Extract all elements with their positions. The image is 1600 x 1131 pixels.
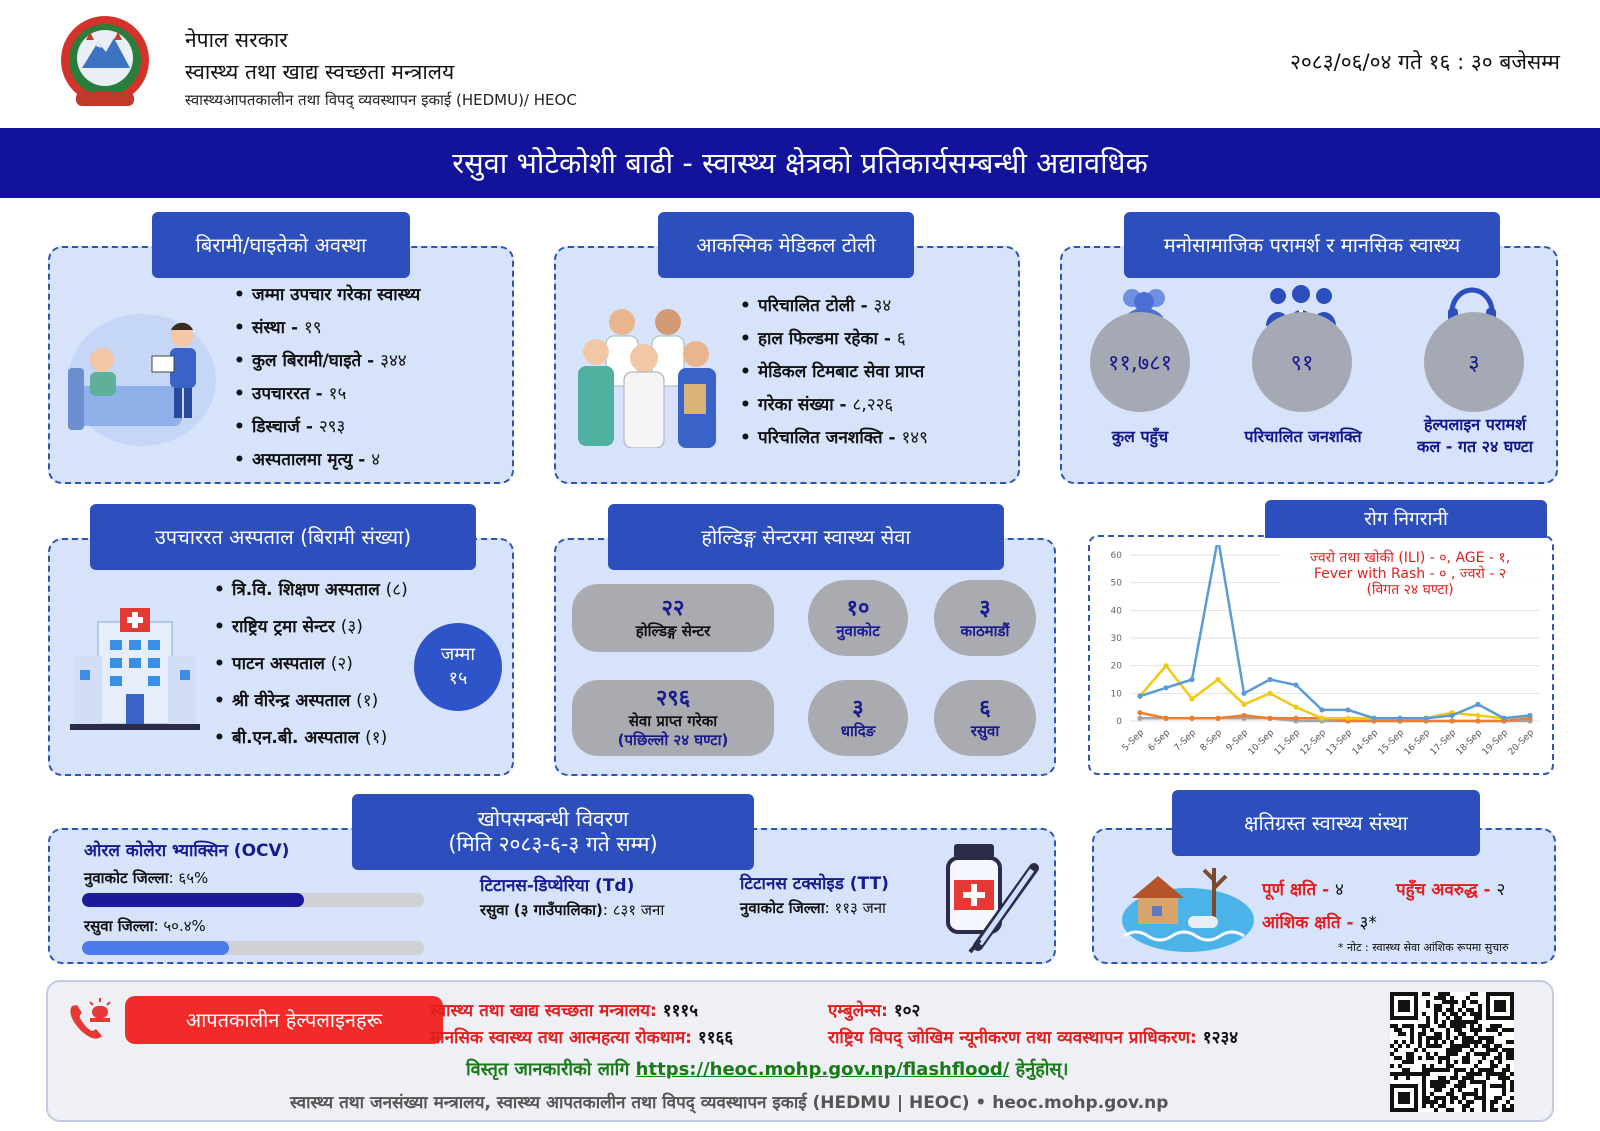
list-item: • बी.एन.बी. अस्पताल (१) [214,720,484,757]
list-item: • अस्पतालमा मृत्यु - ४ [234,444,504,477]
helpline-calls-label: हेल्पलाइन परामर्श कल - गत २४ घण्टा [1417,415,1533,456]
list-item: • उपचाररत - १५ [234,378,504,411]
damage-note: * नोट : स्वास्थ्य सेवा आंशिक रूपमा सुचारु [1338,941,1509,954]
x-tick-label: 17-Sep [1428,728,1459,758]
td-value: रसुवा (३ गाउँपालिका): ८३१ जना [480,901,665,919]
patients-title: बिरामी/घाइतेको अवस्था [152,212,410,278]
district-pill-kathmandu: ३ काठमाडौं [934,580,1036,656]
hospitals-title: उपचाररत अस्पताल (बिरामी संख्या) [90,504,476,570]
data-point [1163,716,1168,721]
data-point [1137,694,1142,699]
list-item: • त्रि.वि. शिक्षण अस्पताल (८) [214,572,484,609]
list-item: • परिचालित जनशक्ति - १४९ [740,422,1010,455]
info-line: विस्तृत जानकारीको लागि https://heoc.mohp.gov.np/flashflood/ हेर्नुहोस्। [466,1059,1069,1080]
x-tick-label: 13-Sep [1324,728,1355,758]
list-item: • डिस्चार्ज - २९३ [234,411,504,444]
y-tick-label: 40 [1110,606,1122,617]
district-pill-nuwakot: १० नुवाकोट [808,580,908,656]
x-tick-label: 19-Sep [1480,728,1511,758]
medteam-title: आकस्मिक मेडिकल टोली [658,212,914,278]
data-point [1397,716,1402,721]
ocv-nuwakot-label: नुवाकोट जिल्ला: ६५% [84,869,209,887]
data-point [1319,707,1324,712]
government-title: नेपाल सरकार [185,28,288,52]
x-tick-label: 18-Sep [1454,728,1485,758]
data-point [1475,718,1480,723]
ocv-title: ओरल कोलेरा भ्याक्सिन (OCV) [84,841,290,861]
holding-served-pill: २९६ सेवा प्राप्त गरेका (पछिल्लो २४ घण्टा) [572,680,774,756]
list-item: • राष्ट्रिय ट्रमा सेन्टर (३) [214,609,484,646]
hospital-building-icon [70,608,200,732]
data-point [1293,682,1298,687]
surveillance-note: ज्वरो तथा खोकी (ILI) - ०, AGE - १, Fever with Rash - ० , ज्वरो - २ (विगत २४ घण्टा) [1280,550,1540,598]
medical-team-illustration-icon [572,300,724,448]
damage-full: पूर्ण क्षति - ४ [1262,880,1344,900]
data-point [1215,716,1220,721]
ministry-title: स्वास्थ्य तथा खाद्य स्वच्छता मन्त्रालय [185,60,455,84]
mental-title: मनोसामाजिक परामर्श र मानसिक स्वास्थ्य [1124,212,1500,278]
x-tick-label: 8-Sep [1198,728,1225,754]
helpline-ministry: स्वास्थ्य तथा खाद्य स्वच्छता मन्त्रालय: १११५ [430,1001,699,1021]
data-point [1241,713,1246,718]
damage-partial: आंशिक क्षति - ३* [1262,913,1377,933]
data-point [1449,718,1454,723]
data-point [1345,707,1350,712]
list-item: • मेडिकल टिमबाट सेवा प्राप्त [740,356,1010,389]
y-tick-label: 50 [1110,578,1122,589]
vaccine-title: खोपसम्बन्धी विवरण (मिति २०८३-६-३ गते सम्म) [352,794,754,870]
nepal-emblem-icon [46,12,164,112]
list-item: • जम्मा उपचार गरेका स्वास्थ्य [234,279,504,312]
data-point [1371,716,1376,721]
list-item: • हाल फिल्डमा रहेका - ६ [740,323,1010,356]
list-item: • पाटन अस्पताल (२) [214,646,484,683]
patients-list [234,279,504,477]
data-point [1215,677,1220,682]
data-point [1423,716,1428,721]
list-item: • गरेका संख्या - ८,२२६ [740,389,1010,422]
emergency-helplines-button[interactable]: आपतकालीन हेल्पलाइनहरू [125,996,443,1044]
patient-bed-illustration-icon [60,308,220,450]
mental-reach-label: कुल पहुँच [1111,427,1169,446]
mental-staff-value: ९१ [1252,312,1352,412]
flashflood-link[interactable]: https://heoc.mohp.gov.np/flashflood/ [635,1059,1010,1080]
data-point [1267,691,1272,696]
x-tick-label: 20-Sep [1506,728,1537,758]
data-point [1189,677,1194,682]
x-tick-label: 9-Sep [1224,728,1251,754]
tt-title: टिटानस टक्सोइड (TT) [740,874,889,894]
data-point [1475,713,1480,718]
data-point [1501,716,1506,721]
district-pill-rasuwa: ६ रसुवा [934,680,1036,756]
main-banner: रसुवा भोटेकोशी बाढी - स्वास्थ्य क्षेत्रको प्रतिकार्यसम्बन्धी अद्यावधिक [0,128,1600,198]
y-tick-label: 60 [1110,551,1122,561]
data-point [1293,716,1298,721]
holding-centers-pill: २२ होल्डिङ्ग सेन्टर [572,584,774,652]
data-point [1475,702,1480,707]
vaccine-vial-syringe-icon [940,840,1040,954]
tt-value: नुवाकोट जिल्ला: ११३ जना [740,899,886,917]
damage-blocked: पहुँच अवरुद्ध - २ [1396,880,1506,900]
x-tick-label: 14-Sep [1350,728,1381,758]
helpline-calls-value: ३ [1424,312,1524,412]
data-point [1189,696,1194,701]
qr-code-icon[interactable] [1390,992,1514,1112]
data-point [1241,702,1246,707]
data-point [1293,705,1298,710]
ocv-nuwakot-progress [82,893,424,907]
header [0,0,1600,126]
list-item: • श्री वीरेन्द्र अस्पताल (१) [214,683,484,720]
data-point [1449,713,1454,718]
y-tick-label: 20 [1110,661,1122,672]
x-tick-label: 12-Sep [1298,728,1329,758]
data-point [1267,716,1272,721]
surveillance-title: रोग निगरानी [1265,500,1547,538]
y-tick-label: 10 [1110,689,1122,700]
medteam-list [740,290,1010,455]
hospitals-total-badge: जम्मा १५ [414,623,502,711]
data-point [1345,716,1350,721]
data-point [1319,716,1324,721]
list-item: • कुल बिरामी/घाइते - ३४४ [234,345,504,378]
x-tick-label: 10-Sep [1246,728,1277,758]
y-tick-label: 30 [1110,634,1122,644]
damaged-title: क्षतिग्रस्त स्वास्थ्य संस्था [1172,790,1480,856]
ocv-rasuwa-progress [82,941,424,955]
x-tick-label: 5-Sep [1120,728,1147,754]
ocv-rasuwa-label: रसुवा जिल्ला: ५०.४% [84,917,206,935]
mental-reach-value: ११,७८१ [1090,312,1190,412]
data-point [1267,677,1272,682]
x-tick-label: 6-Sep [1146,728,1173,754]
data-point [1189,716,1194,721]
flood-house-illustration-icon [1118,858,1258,954]
update-date: २०८३/०६/०४ गते १६ : ३० बजेसम्म [1289,50,1560,74]
data-point [1241,691,1246,696]
unit-title: स्वास्थ्यआपतकालीन तथा विपद् व्यवस्थापन इकाई (HEDMU)/ HEOC [185,91,577,109]
x-tick-label: 11-Sep [1272,728,1303,758]
data-point [1137,710,1142,715]
helpline-disaster-authority: राष्ट्रिय विपद् जोखिम न्यूनीकरण तथा व्यवस्थापन प्राधिकरण: १२३४ [828,1028,1239,1048]
data-point [1163,685,1168,690]
helpline-mental: मानसिक स्वास्थ्य तथा आत्महत्या रोकथाम: ११६६ [430,1028,734,1048]
data-point [1163,663,1168,668]
x-tick-label: 15-Sep [1376,728,1407,758]
district-pill-dhading: ३ धादिङ [808,680,908,756]
holding-title: होल्डिङ्ग सेन्टरमा स्वास्थ्य सेवा [608,504,1004,570]
helpline-ambulance: एम्बुलेन्स: १०२ [828,1001,921,1021]
list-item: • परिचालित टोली - ३४ [740,290,1010,323]
phone-alarm-icon [66,996,114,1040]
data-point [1137,716,1142,721]
data-point [1527,713,1532,718]
footer-text: स्वास्थ्य तथा जनसंख्या मन्त्रालय, स्वास्थ्य आपतकालीन तथा विपद् व्यवस्थापन इकाई (HEDMU | HEOC) • heoc.mohp.gov.np [290,1093,1169,1113]
x-tick-label: 7-Sep [1172,728,1199,754]
td-title: टिटानस-डिप्थेरिया (Td) [480,876,635,896]
list-item: • संस्था - १९ [234,312,504,345]
mental-staff-label: परिचालित जनशक्ति [1244,427,1362,446]
y-tick-label: 0 [1116,717,1122,727]
x-tick-label: 16-Sep [1402,728,1433,758]
